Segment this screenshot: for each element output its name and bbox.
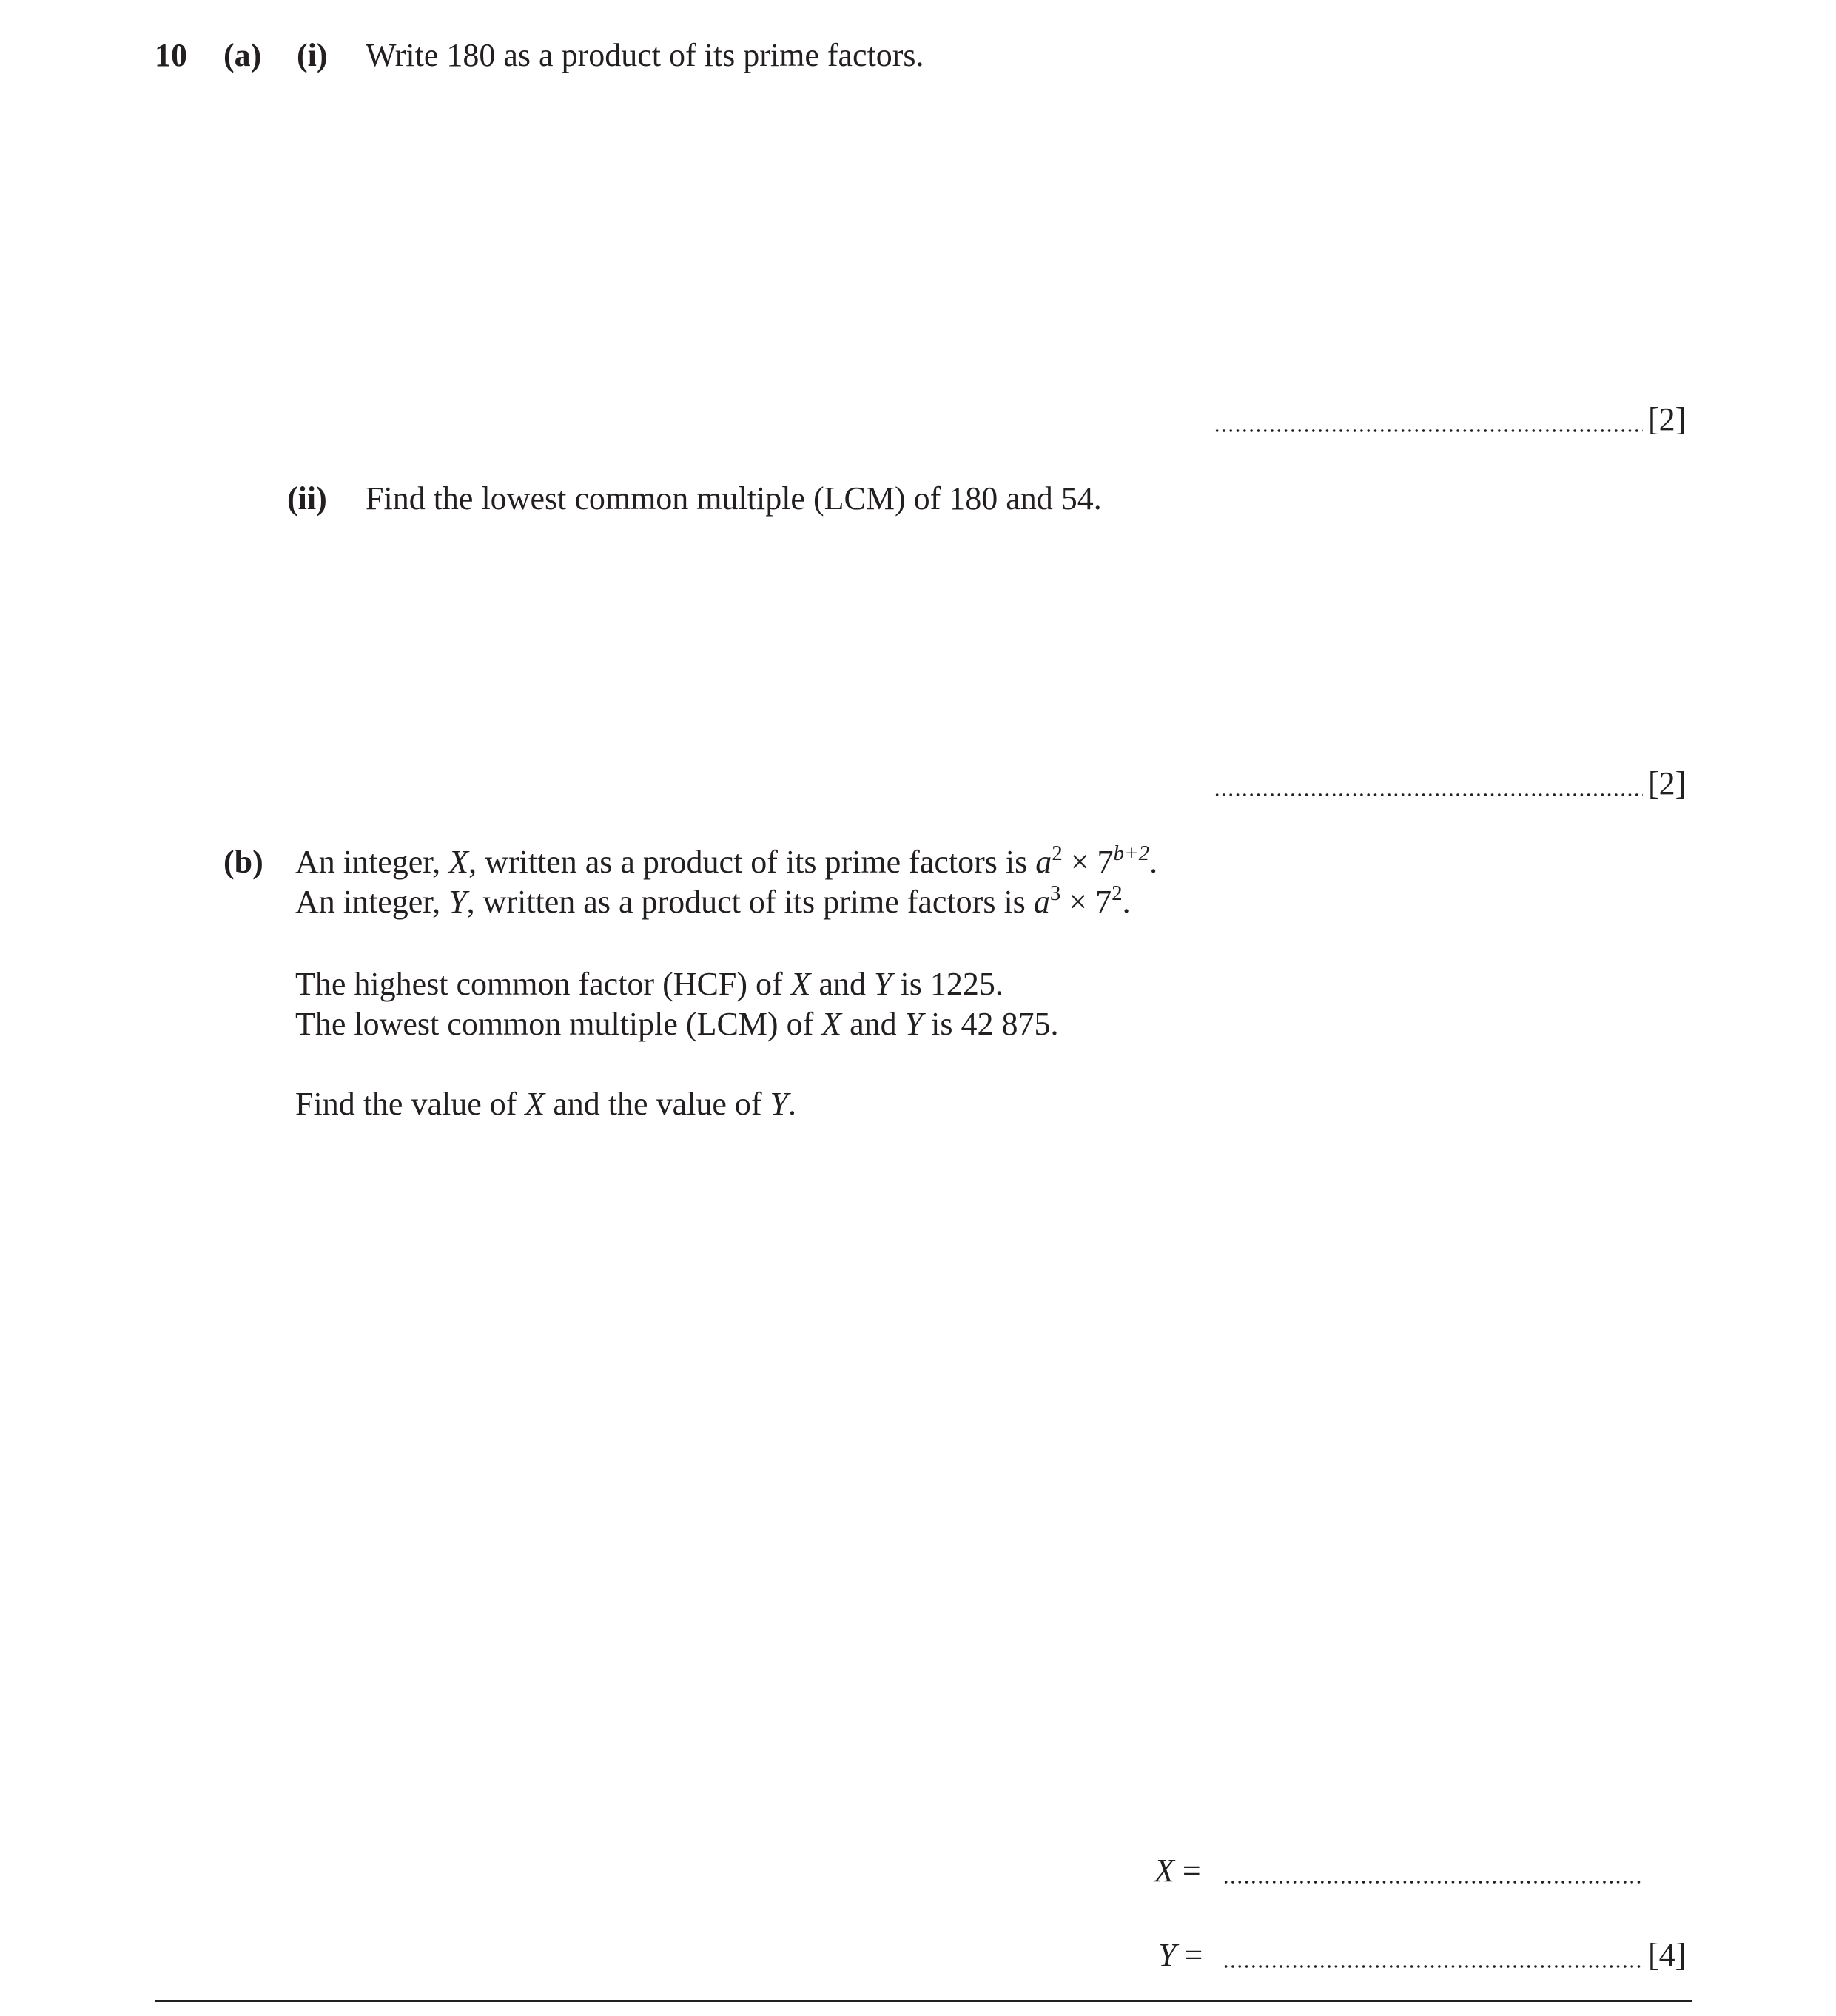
base-a: a [1035,844,1052,880]
exponent: b+2 [1113,841,1150,865]
text: and the value of [545,1086,770,1122]
part-a-label: (a) [223,37,262,73]
var-x: X [1154,1852,1174,1889]
var-x: X [821,1006,842,1042]
var-y: Y [448,884,467,920]
part-b-label: (b) [223,844,263,880]
times-sign: × [1070,844,1089,880]
part-a-ii-question: Find the lowest common multiple (LCM) of 180 and 54. [366,480,1102,517]
text: The highest common factor (HCF) of [295,966,791,1002]
exponent: 2 [1112,881,1123,905]
text: and [810,966,875,1002]
full-stop: . [1122,884,1131,920]
answer-line-x[interactable] [1223,1880,1644,1884]
exponent: 3 [1049,881,1061,905]
equals-sign: = [1176,1937,1203,1973]
page-bottom-rule [155,2000,1692,2002]
full-stop: . [1149,844,1158,880]
answer-line-a-i[interactable] [1214,429,1643,433]
text: is 42 875. [923,1006,1059,1042]
part-b-line-y [295,882,1131,926]
text: , written as a product of its prime factors is [468,844,1036,880]
full-stop: . [787,1086,796,1122]
answer-x-label [1154,1851,1201,1891]
var-y: Y [874,966,892,1002]
text: , written as a product of its prime factors is [466,884,1034,920]
part-a-i-label: (i) [297,37,328,73]
marks-a-i: [2] [1648,401,1687,437]
var-x: X [448,844,469,880]
base-7: 7 [1095,884,1112,920]
text: Find the value of [295,1086,525,1122]
lcm-statement [295,1004,1058,1044]
equals-sign: = [1174,1852,1201,1889]
var-y: Y [1158,1937,1177,1973]
part-b-line-x [295,842,1157,886]
text: and [841,1006,905,1042]
marks-b: [4] [1648,1937,1687,1973]
text: An integer, [295,844,449,880]
part-a-ii-label: (ii) [287,480,327,517]
answer-y-label [1158,1935,1203,1975]
base-7: 7 [1097,844,1114,880]
var-y: Y [904,1006,924,1042]
question-number: 10 [155,37,187,73]
find-instruction [295,1084,796,1124]
text: The lowest common multiple (LCM) of [295,1006,822,1042]
part-a-i-question: Write 180 as a product of its prime factors. [366,37,924,73]
var-x: X [525,1086,545,1122]
base-a: a [1033,884,1050,920]
exponent: 2 [1052,841,1063,865]
marks-a-ii: [2] [1648,765,1687,802]
var-x: X [790,966,811,1002]
answer-line-a-ii[interactable] [1214,793,1643,797]
text: is 1225. [892,966,1003,1002]
var-y: Y [770,1086,788,1122]
times-sign: × [1069,884,1088,920]
answer-line-y[interactable] [1223,1964,1643,1969]
hcf-statement [295,964,1003,1004]
text: An integer, [295,884,449,920]
